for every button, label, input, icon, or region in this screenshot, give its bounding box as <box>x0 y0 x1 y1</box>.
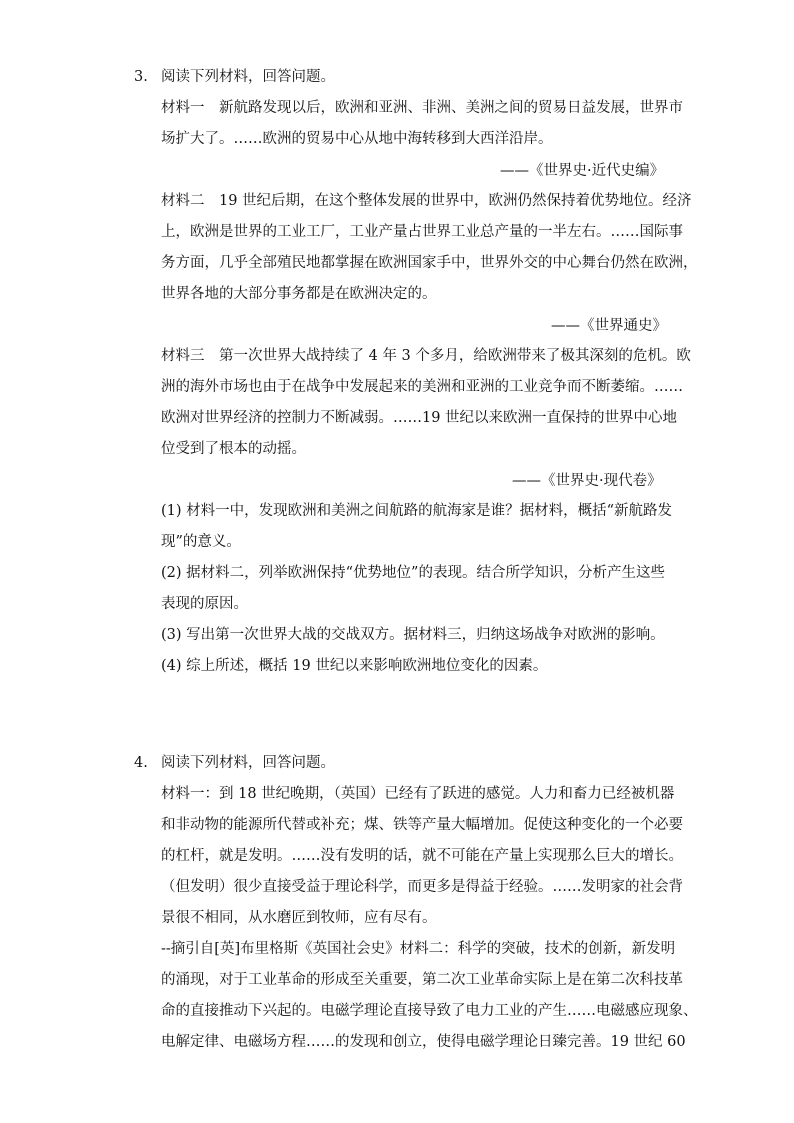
material-1-line-1: 材料一：到 18 世纪晚期，（英国）已经有了跃进的感觉。人力和畜力已经被机器 <box>161 786 675 802</box>
material-1-line-4: （但发明）很少直接受益于理论科学，而更多是得益于经验。……发明家的社会背 <box>161 879 683 895</box>
sub-question-2-line-1: (2) 据材料二，列举欧洲保持“优势地位”的表现。结合所学知识，分析产生这些 <box>161 565 665 581</box>
material-3-line-4: 位受到了根本的动摇。 <box>161 441 306 457</box>
material-1-line-5: 景很不相同，从水磨匠到牧师，应有尽有。 <box>161 910 437 926</box>
material-1-line-1: 材料一 新航路发现以后，欧洲和亚洲、非洲、美洲之间的贸易日益发展，世界市 <box>161 100 683 116</box>
material-1-line-2: 和非动物的能源所代替或补充；煤、铁等产量大幅增加。促使这种变化的一个必要 <box>161 817 683 833</box>
sub-question-4: (4) 综上所述，概括 19 世纪以来影响欧洲地位变化的因素。 <box>161 658 548 674</box>
source-citation: ——《世界史·近代史编》 <box>500 163 665 179</box>
question-prompt: 阅读下列材料，回答问题。 <box>161 69 335 85</box>
sub-question-3: (3) 写出第一次世界大战的交战双方。据材料三，归纳这场战争对欧洲的影响。 <box>161 627 665 643</box>
material-2-line-4: 世界各地的大部分事务都是在欧洲决定的。 <box>161 286 437 302</box>
material-2-line-3: 命的直接推动下兴起的。电磁学理论直接导致了电力工业的产生……电磁感应现象、 <box>161 1003 698 1019</box>
material-2-line-1: --摘引自[英]布里格斯《英国社会史》材料二：科学的突破，技术的创新，新发明 <box>161 941 676 957</box>
material-2-line-1: 材料二 19 世纪后期，在这个整体发展的世界中，欧洲仍然保持着优势地位。经济 <box>161 193 692 209</box>
material-3-line-3: 欧洲对世界经济的控制力不断减弱。……19 世纪以来欧洲一直保持的世界中心地 <box>161 410 678 426</box>
question-number: 3. <box>134 69 148 85</box>
material-1-line-2: 场扩大了。……欧洲的贸易中心从地中海转移到大西洋沿岸。 <box>161 131 553 147</box>
material-3-line-2: 洲的海外市场也由于在战争中发展起来的美洲和亚洲的工业竞争而不断萎缩。…… <box>161 379 683 395</box>
source-citation: ——《世界通史》 <box>551 318 667 334</box>
question-prompt: 阅读下列材料，回答问题。 <box>161 755 335 771</box>
sub-question-2-line-2: 表现的原因。 <box>161 596 248 612</box>
material-2-line-2: 上，欧洲是世界的工业工厂，工业产量占世界工业总产量的一半左右。……国际事 <box>161 224 683 240</box>
material-1-line-3: 的杠杆，就是发明。……没有发明的话，就不可能在产量上实现那么巨大的增长。 <box>161 848 683 864</box>
material-2-line-4: 电解定律、电磁场方程……的发现和创立，使得电磁学理论日臻完善。19 世纪 60 <box>161 1034 686 1050</box>
material-3-line-1: 材料三 第一次世界大战持续了 4 年 3 个多月，给欧洲带来了极其深刻的危机。欧 <box>161 348 691 364</box>
material-2-line-3: 务方面，几乎全部殖民地都掌握在欧洲国家手中，世界外交的中心舞台仍然在欧洲， <box>161 255 698 271</box>
question-number: 4. <box>134 755 148 771</box>
source-citation: ——《世界史·现代卷》 <box>512 473 662 489</box>
material-2-line-2: 的涌现，对于工业革命的形成至关重要，第二次工业革命实际上是在第二次科技革 <box>161 972 683 988</box>
sub-question-1-line-2: 现”的意义。 <box>161 534 241 550</box>
sub-question-1-line-1: (1) 材料一中，发现欧洲和美洲之间航路的航海家是谁？据材料，概括“新航路发 <box>161 503 673 519</box>
